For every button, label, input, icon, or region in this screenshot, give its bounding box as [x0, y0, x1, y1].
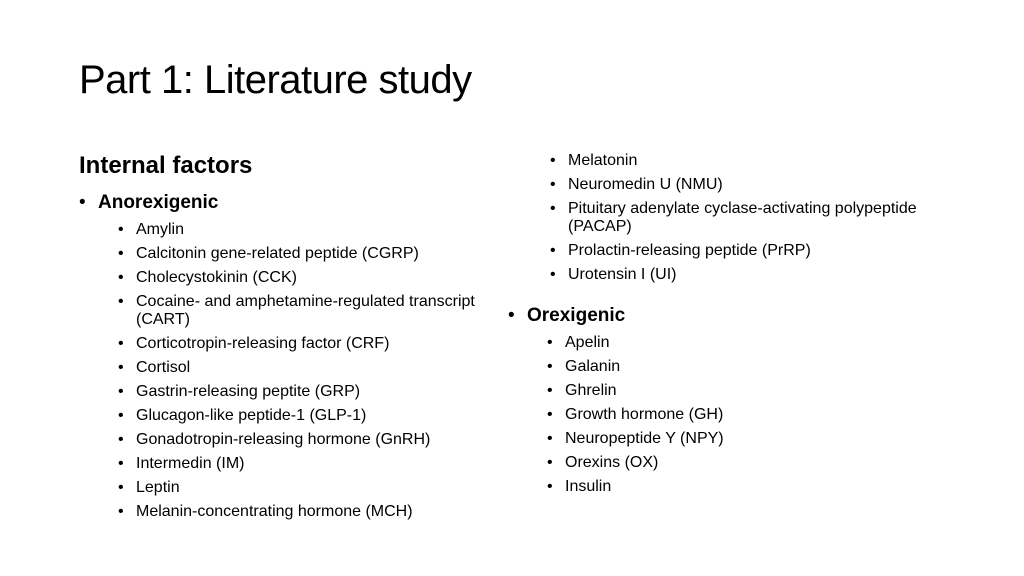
- orexigenic-group: [508, 304, 928, 496]
- list-item: • Prolactin-releasing peptide (PrRP): [550, 242, 928, 260]
- list-item: • Amylin: [118, 221, 519, 239]
- list-item: • Growth hormone (GH): [547, 406, 928, 424]
- list-item: • Melanin-concentrating hormone (MCH): [118, 503, 519, 521]
- orexigenic-list: [547, 334, 928, 496]
- list-item: • Corticotropin-releasing factor (CRF): [118, 335, 519, 353]
- slide-title: Part 1: Literature study: [79, 58, 472, 102]
- orexigenic-bullet: [508, 304, 928, 496]
- list-item: • Gonadotropin-releasing hormone (GnRH): [118, 431, 519, 449]
- list-item: • Insulin: [547, 478, 928, 496]
- list-item: • Leptin: [118, 479, 519, 497]
- list-item: • Neuromedin U (NMU): [550, 176, 928, 194]
- list-item: • Neuropeptide Y (NPY): [547, 430, 928, 448]
- anorexigenic-continued-list: [550, 152, 928, 284]
- list-item: • Pituitary adenylate cyclase-activating polypeptide (PACAP): [550, 200, 928, 236]
- list-item: • Orexins (OX): [547, 454, 928, 472]
- list-item: • Melatonin: [550, 152, 928, 170]
- list-item: • Galanin: [547, 358, 928, 376]
- list-item: • Gastrin-releasing peptite (GRP): [118, 383, 519, 401]
- list-item: • Cortisol: [118, 359, 519, 377]
- list-item: • Cholecystokinin (CCK): [118, 269, 519, 287]
- list-item: • Ghrelin: [547, 382, 928, 400]
- anorexigenic-label: Anorexigenic: [98, 191, 219, 213]
- list-item: • Glucagon-like peptide-1 (GLP-1): [118, 407, 519, 425]
- anorexigenic-bullet: [79, 191, 519, 521]
- anorexigenic-group: [79, 191, 519, 521]
- list-item: • Calcitonin gene-related peptide (CGRP): [118, 245, 519, 263]
- list-item: • Intermedin (IM): [118, 455, 519, 473]
- orexigenic-label: Orexigenic: [527, 305, 626, 326]
- internal-factors-heading: Internal factors: [79, 152, 253, 179]
- list-item: • Urotensin I (UI): [550, 266, 928, 284]
- list-item: • Apelin: [547, 334, 928, 352]
- anorexigenic-list: [118, 221, 519, 521]
- left-column: [79, 152, 519, 527]
- right-column: [508, 152, 928, 502]
- list-item: • Cocaine- and amphetamine-regulated transcript (CART): [118, 293, 519, 329]
